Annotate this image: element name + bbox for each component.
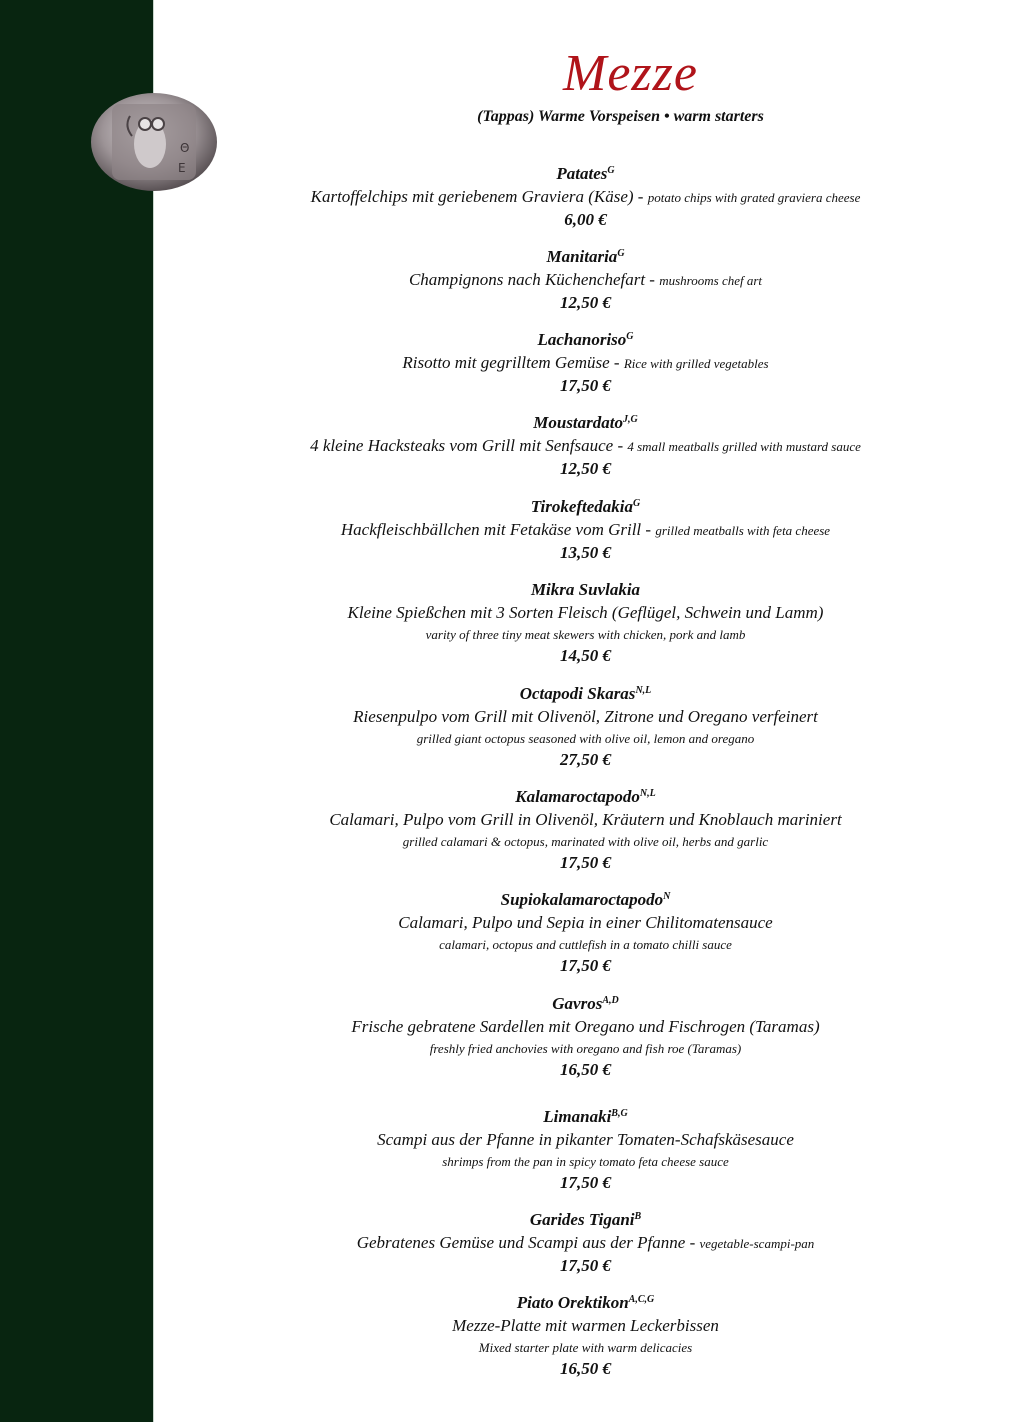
allergen-codes: N bbox=[663, 891, 671, 902]
item-name: Kalamaroctapodo$^{N,L}$ bbox=[515, 787, 656, 806]
item-description-en: calamari, octopus and cuttlefish in a tomato chilli sauce bbox=[439, 937, 732, 952]
item-description-de: Champignons nach Küchenchefart - mushrooms chef art bbox=[408, 270, 763, 289]
item-name: Supiokalamaroctapodo$^N$ bbox=[500, 890, 671, 909]
item-price: 17,50 € bbox=[560, 956, 611, 975]
item-description-en: grilled calamari & octopus, marinated with olive oil, herbs and garlic bbox=[402, 834, 769, 849]
item-description-en: freshly fried anchovies with oregano and fish roe (Taramas) bbox=[429, 1041, 742, 1056]
allergen-codes: A,D bbox=[602, 995, 619, 1006]
item-name: Piato Orektikon$^{A,C,G}$ bbox=[516, 1293, 655, 1312]
item-description-en-inline: mushrooms chef art bbox=[659, 273, 763, 288]
item-name: Lachanoriso$^G$ bbox=[537, 330, 634, 349]
item-description-de: Frische gebratene Sardellen mit Oregano und Fischrogen (Taramas) bbox=[351, 1017, 820, 1036]
page-subtitle: (Tappas) Warme Vorspeisen • warm starters bbox=[477, 108, 764, 125]
item-description-en: shrimps from the pan in spicy tomato feta cheese sauce bbox=[442, 1154, 729, 1169]
allergen-codes: B bbox=[634, 1211, 642, 1222]
item-price: 12,50 € bbox=[560, 293, 611, 312]
item-name: Manitaria$^G$ bbox=[546, 247, 625, 266]
item-price: 13,50 € bbox=[560, 543, 611, 562]
item-name: Mikra Suvlakia bbox=[530, 580, 641, 599]
menu-item bbox=[160, 1292, 1011, 1380]
item-description-en-inline: Rice with grilled vegetables bbox=[623, 356, 769, 371]
item-price: 27,50 € bbox=[560, 750, 611, 769]
item-name: Garides Tigani$^B$ bbox=[529, 1210, 642, 1229]
menu-item bbox=[160, 993, 1011, 1081]
item-description-de: Scampi aus der Pfanne in pikanter Tomaten-Schafskäsesauce bbox=[377, 1130, 794, 1149]
sidebar-band bbox=[0, 0, 154, 1422]
item-price: 16,50 € bbox=[560, 1359, 611, 1378]
allergen-codes: J,G bbox=[623, 414, 638, 425]
menu-item bbox=[160, 1106, 1011, 1194]
item-description-de: Hackfleischbällchen mit Fetakäse vom Grill - grilled meatballs with feta cheese bbox=[340, 520, 831, 539]
item-name: Tirokeftedakia$^G$ bbox=[530, 497, 641, 516]
item-description-en-inline: vegetable-scampi-pan bbox=[699, 1236, 815, 1251]
item-name: Patates$^G$ bbox=[556, 164, 615, 183]
item-price: 16,50 € bbox=[560, 1060, 611, 1079]
page-title: Mezze bbox=[563, 45, 698, 102]
item-price: 17,50 € bbox=[560, 1173, 611, 1192]
item-price: 12,50 € bbox=[560, 459, 611, 478]
menu-item bbox=[160, 163, 1011, 231]
item-price: 17,50 € bbox=[560, 1256, 611, 1275]
allergen-codes: B,G bbox=[611, 1108, 628, 1119]
item-description-de: Calamari, Pulpo vom Grill in Olivenöl, Kräutern und Knoblauch mariniert bbox=[329, 810, 842, 829]
menu-item bbox=[160, 412, 1011, 480]
menu-item bbox=[160, 786, 1011, 874]
allergen-codes: G bbox=[626, 331, 634, 342]
item-description-de: Gebratenes Gemüse und Scampi aus der Pfanne - vegetable-scampi-pan bbox=[356, 1233, 815, 1252]
item-description-de: 4 kleine Hacksteaks vom Grill mit Senfsauce - 4 small meatballs grilled with mustard sauce bbox=[310, 436, 861, 455]
menu-item bbox=[160, 683, 1011, 771]
item-description-en-inline: grilled meatballs with feta cheese bbox=[655, 523, 831, 538]
item-description-de: Mezze-Platte mit warmen Leckerbissen bbox=[452, 1316, 719, 1335]
item-price: 17,50 € bbox=[560, 853, 611, 872]
item-description-de: Riesenpulpo vom Grill mit Olivenöl, Zitrone und Oregano verfeinert bbox=[353, 707, 818, 726]
allergen-codes: N,L bbox=[635, 685, 652, 696]
menu-item bbox=[160, 1209, 1011, 1277]
svg-text:Θ: Θ bbox=[180, 141, 190, 155]
item-description-en: Mixed starter plate with warm delicacies bbox=[478, 1340, 693, 1355]
item-description-en-inline: 4 small meatballs grilled with mustard sauce bbox=[627, 439, 861, 454]
svg-text:Ε: Ε bbox=[178, 161, 186, 175]
item-description-en: varity of three tiny meat skewers with chicken, pork and lamb bbox=[425, 627, 746, 642]
menu-item bbox=[160, 496, 1011, 564]
item-description-en: grilled giant octopus seasoned with olive oil, lemon and oregano bbox=[416, 731, 755, 746]
allergen-codes: G bbox=[607, 165, 615, 176]
allergen-codes: N,L bbox=[639, 788, 656, 799]
item-price: 6,00 € bbox=[564, 210, 607, 229]
menu-item bbox=[160, 246, 1011, 314]
allergen-codes: G bbox=[633, 498, 641, 509]
item-name: Limanaki$^{B,G}$ bbox=[543, 1107, 628, 1126]
item-description-de: Calamari, Pulpo und Sepia in einer Chilitomatensauce bbox=[398, 913, 773, 932]
item-name: Gavros$^{A,D}$ bbox=[552, 994, 619, 1013]
item-price: 14,50 € bbox=[560, 646, 611, 665]
menu-item bbox=[160, 579, 1011, 667]
item-description-de: Risotto mit gegrilltem Gemüse - Rice with grilled vegetables bbox=[402, 353, 769, 372]
item-name: Moustardato$^{J,G}$ bbox=[533, 413, 638, 432]
item-price: 17,50 € bbox=[560, 376, 611, 395]
allergen-codes: G bbox=[617, 248, 625, 259]
menu-item bbox=[160, 889, 1011, 977]
item-description-de: Kleine Spießchen mit 3 Sorten Fleisch (Geflügel, Schwein und Lamm) bbox=[347, 603, 824, 622]
menu-item bbox=[160, 329, 1011, 397]
item-name: Octapodi Skaras$^{N,L}$ bbox=[519, 684, 652, 703]
item-description-en-inline: potato chips with grated graviera cheese bbox=[647, 190, 861, 205]
item-description-de: Kartoffelchips mit geriebenem Graviera (Käse) - potato chips with grated graviera cheese bbox=[310, 187, 861, 206]
allergen-codes: A,C,G bbox=[628, 1294, 655, 1305]
